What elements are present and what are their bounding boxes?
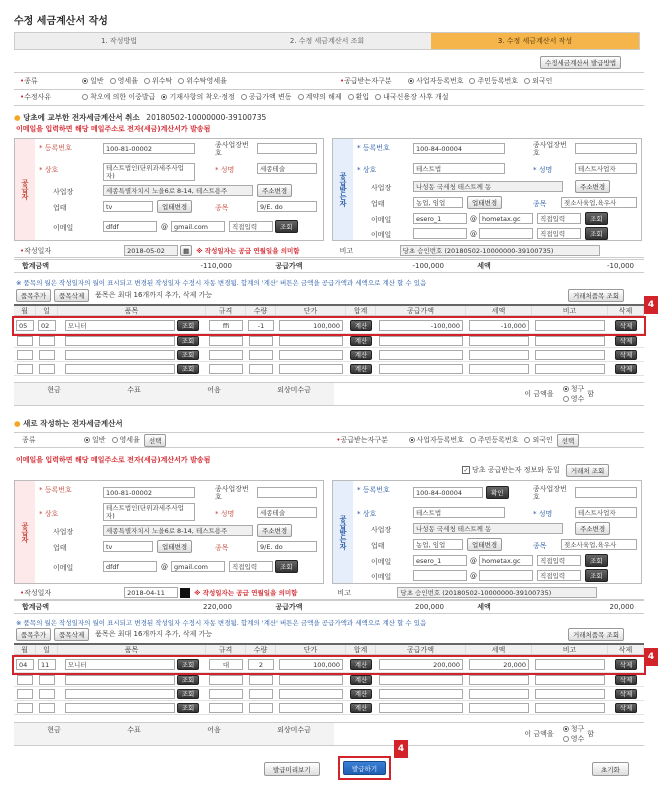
buyer-biz-label: 업태: [371, 200, 385, 208]
row-cell-input[interactable]: [535, 350, 605, 360]
buyer-name-input[interactable]: 테스트법: [413, 163, 505, 174]
buyer-email-domain[interactable]: hometax.gc: [479, 213, 533, 224]
original-remark-label: 비고: [339, 246, 354, 255]
row-cell-input[interactable]: [379, 364, 463, 374]
original-payment-row: 현금 수표 어음 외상미수금 이 금액을 청구 영수 함: [14, 382, 644, 406]
new-receiver-foreigner[interactable]: [524, 437, 530, 443]
supplier-biz-label: 업태: [53, 204, 67, 212]
new-supplier-name[interactable]: 테스트법인(단위과세주사업자): [103, 503, 195, 521]
reason-row: • 수정사유 착오에 의한 이중발급 기재사항의 착오·정정 공급가액 변동 계약의 해제 환입 내국신용장 사후 개설: [20, 93, 449, 101]
row-lookup-button[interactable]: 조회: [177, 336, 200, 346]
row-cell-input[interactable]: [535, 364, 605, 374]
new-date-row: • 작성일자 2018-04-11 ※ 작성일자는 공급 연월일을 의미함 비고 당초 승인번호 (20180502-10000000-39100735): [14, 586, 644, 600]
new-supplier-item[interactable]: 9/E. do: [257, 541, 317, 552]
row-cell-input[interactable]: [469, 675, 529, 685]
supplier-email-domain[interactable]: gmail.com: [171, 221, 225, 232]
new-sum-row: 합계금액 220,000 공급가액 200,000 세액 20,000: [14, 600, 644, 614]
new-receiver-bizno[interactable]: [409, 437, 415, 443]
original-tax-label: 세액: [477, 262, 491, 270]
original-date-input[interactable]: 2018-05-02: [124, 245, 178, 256]
receiver-radio-resident[interactable]: [469, 78, 475, 84]
new-buyer-ceo[interactable]: 테스트사업자: [575, 507, 637, 518]
new-trade-item-button[interactable]: 거래처품목 조회: [568, 628, 624, 641]
original-table-header: 월 일 품목 규격 수량 단가 합계 공급가액 세액 비고 삭제: [14, 304, 644, 316]
supplier-biz-input[interactable]: tv: [103, 201, 153, 212]
page-title: 수정 세금계산서 작성: [14, 16, 108, 27]
row-cell-input[interactable]: [65, 689, 175, 699]
row-cell-input[interactable]: [39, 703, 55, 713]
new-email-warning: 이메일을 입력하면 해당 메일주소로 전자(세금)계산서가 발송됨: [16, 456, 211, 464]
buyer-reg-label: * 등록번호: [357, 144, 390, 152]
step-marker-badge: 4: [644, 296, 658, 314]
new-supplier-ceo[interactable]: 세종테술: [257, 507, 317, 518]
new-buyer-email-domain[interactable]: hometax.gc: [479, 555, 533, 566]
original-approval-no: 20180502-10000000-39100735: [146, 113, 267, 122]
buyer-email2-domain[interactable]: [479, 228, 533, 239]
original-remark-input[interactable]: 당초 승인번호 (20180502-10000000-39100735): [400, 245, 600, 256]
new-buyer-reg[interactable]: 100-84-00004: [413, 487, 483, 498]
reset-button[interactable]: 초기화: [592, 762, 629, 776]
supplier-sub-input[interactable]: [257, 143, 317, 154]
preview-button[interactable]: 발급미리보기: [264, 762, 320, 776]
new-remark-input[interactable]: 당초 승인번호 (20180502-10000000-39100735): [397, 587, 597, 598]
original-trade-item-button[interactable]: 거래처품목 조회: [568, 289, 624, 302]
row-cell-input[interactable]: [469, 703, 529, 713]
new-supplier-biz-button[interactable]: 업태변경: [157, 540, 192, 553]
row-cell-input[interactable]: [209, 675, 243, 685]
row-delete-button[interactable]: 삭제: [615, 364, 638, 374]
reason-radio-4[interactable]: [348, 94, 354, 100]
buyer-email-select[interactable]: 직접입력: [537, 213, 581, 224]
type-radio-general[interactable]: [82, 78, 88, 84]
row-lookup-button[interactable]: 조회: [177, 689, 200, 699]
trade-lookup-button[interactable]: 거래처 조회: [566, 464, 609, 477]
row-cell-input[interactable]: [279, 689, 343, 699]
original-sum-row: [14, 259, 644, 273]
row-cell-input[interactable]: [279, 703, 343, 713]
new-buyer-biz-button[interactable]: 업태변경: [467, 538, 502, 551]
supplier-ceo-input[interactable]: 세종테술: [257, 163, 317, 174]
row-calc-button[interactable]: 계산: [350, 703, 373, 713]
row-cell-input[interactable]: [249, 364, 273, 374]
new-type-row: 종류 일반 영세율 선택 • 공급받는자구분 사업자등록번호 주민등록번호 외국인 선택: [14, 432, 644, 448]
step-marker-badge: 4: [644, 648, 658, 666]
row-cell-input[interactable]: [17, 703, 33, 713]
new-pay-claim-radio[interactable]: [563, 726, 569, 732]
row-cell-input[interactable]: [379, 675, 463, 685]
row-cell-input[interactable]: [379, 336, 463, 346]
supplier-name-label: * 상호: [39, 166, 59, 174]
row-cell-input[interactable]: [469, 689, 529, 699]
original-total-label: 합계금액: [22, 262, 50, 270]
type-row: • 종류 일반 영세율 위수탁 위수탁영세율: [20, 77, 227, 85]
row-day[interactable]: 02: [38, 320, 56, 331]
original-item-tools: [16, 288, 212, 302]
supplier-side-label: 공급자: [15, 139, 35, 240]
new-supplier-email-lookup[interactable]: 조회: [275, 560, 298, 573]
step-3: 3. 수정 세금계산서 작성: [431, 33, 639, 49]
new-supply-value: 200,000: [415, 603, 444, 611]
row-spec[interactable]: ffi: [209, 320, 243, 331]
table-row: [14, 318, 644, 334]
pay-receipt-radio[interactable]: [563, 396, 569, 402]
buyer-email-label: 이메일: [371, 216, 392, 224]
new-supplier-addr[interactable]: 세종특별자치시 노을6로 8-14, 테스트용주: [103, 525, 253, 536]
row-cell-input[interactable]: [65, 703, 175, 713]
supplier-reg-label: * 등록번호: [39, 144, 72, 152]
original-email-warning: 이메일을 입력하면 해당 메일주소로 전자(세금)계산서가 발송됨: [16, 125, 211, 133]
row-cell-input[interactable]: [249, 336, 273, 346]
buyer-item-input[interactable]: 젖소사육업,육우사: [561, 197, 637, 208]
buyer-sub-label: 종사업장번호: [533, 141, 567, 157]
row-cell-input[interactable]: [279, 364, 343, 374]
new-receiver-resident[interactable]: [470, 437, 476, 443]
new-item-note: ※ 품목의 월은 작성일자의 월이 표시되고 변경된 작성일자 수정시 자동 변경됨. 합계의 '계산' 버튼은 금액을 공급가액과 세액으로 계산 할 수 있음: [16, 619, 427, 627]
row-cell-input[interactable]: [279, 336, 343, 346]
new-item-tools: 품목추가 품목삭제 품목은 최대 16개까지 추가, 삭제 가능: [16, 627, 212, 641]
supplier-addr-button[interactable]: 주소변경: [257, 184, 292, 197]
original-date-row: • 작성일자 2018-05-02 ▦ ※ 작성일자는 공급 연월일을 의미함 비고 당초 승인번호 (20180502-10000000-39100735): [14, 244, 644, 258]
table-row: [14, 348, 644, 362]
row-delete-button[interactable]: 삭제: [615, 659, 638, 670]
row-cell-input[interactable]: [469, 350, 529, 360]
row-lookup-button[interactable]: 조회: [177, 675, 200, 685]
buyer-side-label: 공급받는자: [333, 139, 353, 240]
new-supplier-panel: 공급자 * 등록번호 100-81-00002 종사업장번호 * 상호 테스트법인(단위과세주사업자) * 성명 세종테술 사업장 세종특별자치시 노을6로 8-14, 테스트용주 주소변경 업태 tv 업태변경 종목 9/E. do 이메일 dfdf @ gmail.com 직접입력 조회: [14, 480, 324, 584]
row-cell-input[interactable]: [249, 703, 273, 713]
supplier-item-label: 종목: [215, 204, 229, 212]
original-item-table: [14, 304, 644, 376]
row-cell-input[interactable]: [65, 350, 175, 360]
receiver-radio-foreigner[interactable]: [524, 78, 530, 84]
row-cell-input[interactable]: [17, 364, 33, 374]
original-supply-label: 공급가액: [275, 262, 303, 270]
buyer-sub-input[interactable]: [575, 143, 637, 154]
receiver-type-row: • 공급받는자구분 사업자등록번호 주민등록번호 외국인: [340, 77, 553, 85]
issue-button[interactable]: 발급하기: [343, 761, 386, 775]
new-buyer-email-lookup[interactable]: 조회: [585, 554, 608, 567]
row-delete-button[interactable]: 삭제: [615, 689, 638, 699]
row-cell-input[interactable]: [279, 350, 343, 360]
new-supplier-email-select[interactable]: 직접입력: [229, 561, 273, 572]
new-add-item-button[interactable]: 품목추가: [16, 628, 51, 641]
buyer-email2-id[interactable]: [413, 228, 467, 239]
table-row: [14, 334, 644, 348]
row-cell-input[interactable]: [379, 350, 463, 360]
row-cell-input[interactable]: [249, 675, 273, 685]
receiver-radio-bizno[interactable]: [408, 78, 414, 84]
pay-claim-radio[interactable]: [563, 386, 569, 392]
buyer-email2-label: 이메일: [371, 231, 392, 239]
reason-radio-2[interactable]: [241, 94, 247, 100]
buyer-email-lookup[interactable]: 조회: [585, 212, 608, 225]
new-supplier-addr-button[interactable]: 주소변경: [257, 524, 292, 537]
supplier-email-select[interactable]: 직접입력: [229, 221, 273, 232]
original-add-item-button[interactable]: 품목추가: [16, 289, 51, 302]
original-date-label: 작성일자: [24, 246, 52, 255]
row-lookup-button[interactable]: 조회: [177, 364, 200, 374]
row-delete-button[interactable]: 삭제: [615, 350, 638, 360]
new-supplier-sub[interactable]: [257, 487, 317, 498]
row-cell-input[interactable]: [17, 350, 33, 360]
type-radio-consign-zero[interactable]: [178, 78, 184, 84]
row-calc-button[interactable]: 계산: [350, 350, 373, 360]
row-cell-input[interactable]: [65, 336, 175, 346]
row-calc-button[interactable]: 계산: [350, 364, 373, 374]
row-cell-input[interactable]: [17, 689, 33, 699]
original-calendar-button[interactable]: ▦: [180, 245, 192, 256]
new-supplier-email-id[interactable]: dfdf: [103, 561, 157, 572]
new-date-input[interactable]: 2018-04-11: [124, 587, 178, 598]
new-buyer-biz[interactable]: 농업, 임업: [413, 539, 463, 550]
row-cell-input[interactable]: [17, 336, 33, 346]
row-cell-input[interactable]: [39, 336, 55, 346]
new-del-item-button[interactable]: 품목삭제: [54, 628, 89, 641]
row-cell-input[interactable]: [379, 703, 463, 713]
buyer-addr-label: 사업장: [371, 184, 392, 192]
new-buyer-item[interactable]: 젖소사육업,육우사: [561, 539, 637, 550]
type-label: 종류: [24, 77, 38, 85]
buyer-addr-input[interactable]: 나성동 국세청 테스트께 동: [413, 181, 563, 192]
table-row: 04 11 모니터 조회 대 2 100,000 계산 200,000 20,000 삭제: [14, 657, 644, 673]
original-item-note: ※ 품목의 월은 작성일자의 월이 표시되고 변경된 작성일자 수정시 자동 변경됨. 합계의 '계산' 버튼은 금액을 공급가액과 세액으로 계산 할 수 있음: [16, 279, 427, 287]
new-supplier-reg[interactable]: 100-81-00002: [103, 487, 195, 498]
new-tax-value: 20,000: [609, 603, 634, 611]
row-cell-input[interactable]: [535, 675, 605, 685]
row-cell-input[interactable]: [39, 689, 55, 699]
receiver-label: 공급받는자구분: [344, 77, 392, 85]
type-radio-zero[interactable]: [110, 78, 116, 84]
new-buyer-email-select[interactable]: 직접입력: [537, 555, 581, 566]
supplier-email-lookup[interactable]: 조회: [275, 220, 298, 233]
row-cell-input[interactable]: [249, 689, 273, 699]
table-row: [14, 687, 644, 701]
buyer-item-label: 종목: [533, 200, 547, 208]
reason-label: 수정사유: [24, 93, 52, 101]
original-supplier-panel: 공급자 * 등록번호 100-81-00002 종사업장번호 * 상호 테스트법인(단위과세주사업자) * 성명 세종테술 사업장 세종특별자치시 노을6로 8-14, 테스트용주 주소변경 업태 tv 업태변경 종목 9/E. do 이메일 dfdf @ gmail.com 직접입력 조회: [14, 138, 324, 241]
type-radio-consign[interactable]: [144, 78, 150, 84]
row-cell-input[interactable]: [535, 703, 605, 713]
supplier-addr-input[interactable]: 세종특별자치시 노을6로 8-14, 테스트용주: [103, 185, 253, 196]
buyer-email2-lookup[interactable]: 조회: [585, 227, 608, 240]
supplier-biz-button[interactable]: 업태변경: [157, 200, 192, 213]
supplier-name-input[interactable]: 테스트법인(단위과세주사업자): [103, 163, 195, 181]
row-cell-input[interactable]: [279, 675, 343, 685]
new-type-select-button[interactable]: 선택: [144, 434, 167, 447]
row-cell-input[interactable]: [469, 336, 529, 346]
reason-radio-5[interactable]: [375, 94, 381, 100]
row-cell-input[interactable]: [65, 675, 175, 685]
row-delete-button[interactable]: 삭제: [615, 320, 638, 331]
new-buyer-email2-domain[interactable]: [479, 570, 533, 581]
row-delete-button[interactable]: 삭제: [615, 703, 638, 713]
issue-method-button[interactable]: 수정세금계산서 발급방법: [540, 56, 621, 69]
row-calc-button[interactable]: 계산: [350, 320, 373, 331]
original-tax-value: -10,000: [606, 262, 634, 270]
new-buyer-name[interactable]: 테스트법: [413, 507, 505, 518]
supplier-reg-input[interactable]: 100-81-00002: [103, 143, 195, 154]
new-buyer-email2-select[interactable]: 직접입력: [537, 570, 581, 581]
same-as-original: ✓ 당초 공급받는자 정보와 동일 거래처 조회: [462, 463, 609, 477]
table-row: [14, 701, 644, 715]
row-cell-input[interactable]: [17, 675, 33, 685]
step-marker-badge: 4: [394, 740, 408, 758]
row-lookup-button[interactable]: 조회: [177, 350, 200, 360]
row-cell-input[interactable]: [39, 364, 55, 374]
row-supply[interactable]: -100,000: [379, 320, 463, 331]
buyer-ceo-input[interactable]: 테스트사업자: [575, 163, 637, 174]
row-lookup-button[interactable]: 조회: [177, 703, 200, 713]
buyer-addr-button[interactable]: 주소변경: [575, 180, 610, 193]
row-cell-input[interactable]: [209, 703, 243, 713]
row-calc-button[interactable]: 계산: [350, 675, 373, 685]
row-cell-input[interactable]: [535, 689, 605, 699]
row-cell-input[interactable]: [469, 364, 529, 374]
new-buyer-email2-lookup[interactable]: 조회: [585, 569, 608, 582]
reason-radio-1[interactable]: [161, 94, 167, 100]
original-supply-value: -100,000: [412, 262, 444, 270]
new-buyer-addr[interactable]: 나성동 국세청 테스트께 동: [413, 523, 563, 534]
supplier-ceo-label: * 성명: [215, 166, 235, 174]
reason-radio-3[interactable]: [298, 94, 304, 100]
row-month[interactable]: 05: [16, 320, 34, 331]
new-item-table: 월 일 품목 규격 수량 단가 합계 공급가액 세액 비고 삭제 04 11 모니터 조회 대 2 100,000 계산 200,000 20,000 삭제 조회 계산 삭제 조회 계산 삭제 조회 계산 삭제: [14, 643, 644, 715]
new-type-zero[interactable]: [112, 437, 118, 443]
row-lookup-button[interactable]: 조회: [177, 659, 200, 670]
supplier-sub-label: 종사업장번호: [215, 141, 249, 157]
new-receiver-select-button[interactable]: 선택: [557, 434, 580, 447]
new-buyer-panel: 공급받는자 * 등록번호 100-84-00004 확인 종사업장번호 * 상호 테스트법 * 성명 테스트사업자 사업장 나성동 국세청 테스트께 동 주소변경 업태 농업, 임업 업태변경 종목 젖소사육업,육우사 이메일 esero_1 @ hometax.gc 직접입력 조회 이메일 @ 직접입력 조회: [332, 480, 642, 584]
original-total-value: -110,000: [200, 262, 232, 270]
supplier-item-input[interactable]: 9/E. do: [257, 201, 317, 212]
reason-radio-0[interactable]: [82, 94, 88, 100]
step-1: 1. 작성방법: [101, 37, 137, 45]
table-row: [14, 362, 644, 376]
new-buyer-reg-check[interactable]: 확인: [486, 486, 509, 499]
new-buyer-addr-button[interactable]: 주소변경: [575, 522, 610, 535]
table-row: [14, 673, 644, 687]
row-qty[interactable]: -1: [248, 320, 274, 331]
buyer-biz-button[interactable]: 업태변경: [467, 196, 502, 209]
row-cell-input[interactable]: [379, 689, 463, 699]
new-buyer-email2-id[interactable]: [413, 570, 467, 581]
buyer-ceo-label: * 성명: [533, 166, 553, 174]
row-cell-input[interactable]: [65, 364, 175, 374]
buyer-email-id[interactable]: esero_1: [413, 213, 467, 224]
new-pay-receipt-radio[interactable]: [563, 736, 569, 742]
row-cell-input[interactable]: [39, 350, 55, 360]
new-type-general[interactable]: [84, 437, 90, 443]
supplier-email-label: 이메일: [53, 224, 74, 232]
row-cell-input[interactable]: [209, 689, 243, 699]
buyer-name-label: * 상호: [357, 166, 377, 174]
row-delete-button[interactable]: 삭제: [615, 675, 638, 685]
step-indicator: [14, 32, 640, 50]
new-total-value: 220,000: [203, 603, 232, 611]
new-supplier-biz[interactable]: tv: [103, 541, 153, 552]
row-cell-input[interactable]: [535, 336, 605, 346]
buyer-reg-input[interactable]: 100-84-00004: [413, 143, 505, 154]
row-tax[interactable]: -10,000: [469, 320, 529, 331]
new-buyer-sub[interactable]: [575, 487, 637, 498]
supplier-email-id[interactable]: dfdf: [103, 221, 157, 232]
original-header: ● 당초에 교부한 전자세금계산서 취소 20180502-10000000-39100735: [14, 113, 267, 122]
new-calendar-button[interactable]: [180, 588, 190, 598]
supplier-addr-label: 사업장: [53, 188, 74, 196]
row-price[interactable]: 100,000: [279, 320, 343, 331]
new-buyer-email-id[interactable]: esero_1: [413, 555, 467, 566]
row-cell-input[interactable]: [209, 350, 243, 360]
row-lookup-button[interactable]: 조회: [177, 320, 200, 331]
original-date-warning: ※ 작성일자는 공급 연월일을 의미함: [196, 247, 300, 255]
original-del-item-button[interactable]: 품목삭제: [54, 289, 89, 302]
buyer-biz-input[interactable]: 농업, 임업: [413, 197, 463, 208]
new-payment-row: 현금 수표 어음 외상미수금 이 금액을 청구 영수 함: [14, 722, 644, 746]
row-calc-button[interactable]: 계산: [350, 659, 373, 670]
original-buyer-panel: 공급받는자 * 등록번호 100-84-00004 종사업장번호 * 상호 테스트법 * 성명 테스트사업자 사업장 나성동 국세청 테스트께 동 주소변경 업태 농업, 임업 업태변경 종목 젖소사육업,육우사 이메일 esero_1 @ hometax.gc 직접입력 조회 이메일 @ 직접입력 조회: [332, 138, 642, 241]
buyer-email2-select[interactable]: 직접입력: [537, 228, 581, 239]
original-item-limit: 품목은 최대 16개까지 추가, 삭제 가능: [95, 291, 213, 299]
row-item[interactable]: 모니터: [65, 320, 175, 331]
row-cell-input[interactable]: [209, 336, 243, 346]
row-note[interactable]: [535, 320, 605, 331]
new-header: ● 새로 작성하는 전자세금계산서: [14, 419, 123, 428]
row-cell-input[interactable]: [39, 675, 55, 685]
row-calc-button[interactable]: 계산: [350, 336, 373, 346]
issue-button-highlight: [338, 756, 391, 780]
new-supplier-email-domain[interactable]: gmail.com: [171, 561, 225, 572]
row-cell-input[interactable]: [249, 350, 273, 360]
same-checkbox[interactable]: ✓: [463, 466, 469, 474]
row-calc-button[interactable]: 계산: [350, 689, 373, 699]
row-cell-input[interactable]: [209, 364, 243, 374]
step-2: 2. 수정 세금계산서 조회: [289, 37, 365, 45]
row-delete-button[interactable]: 삭제: [615, 336, 638, 346]
